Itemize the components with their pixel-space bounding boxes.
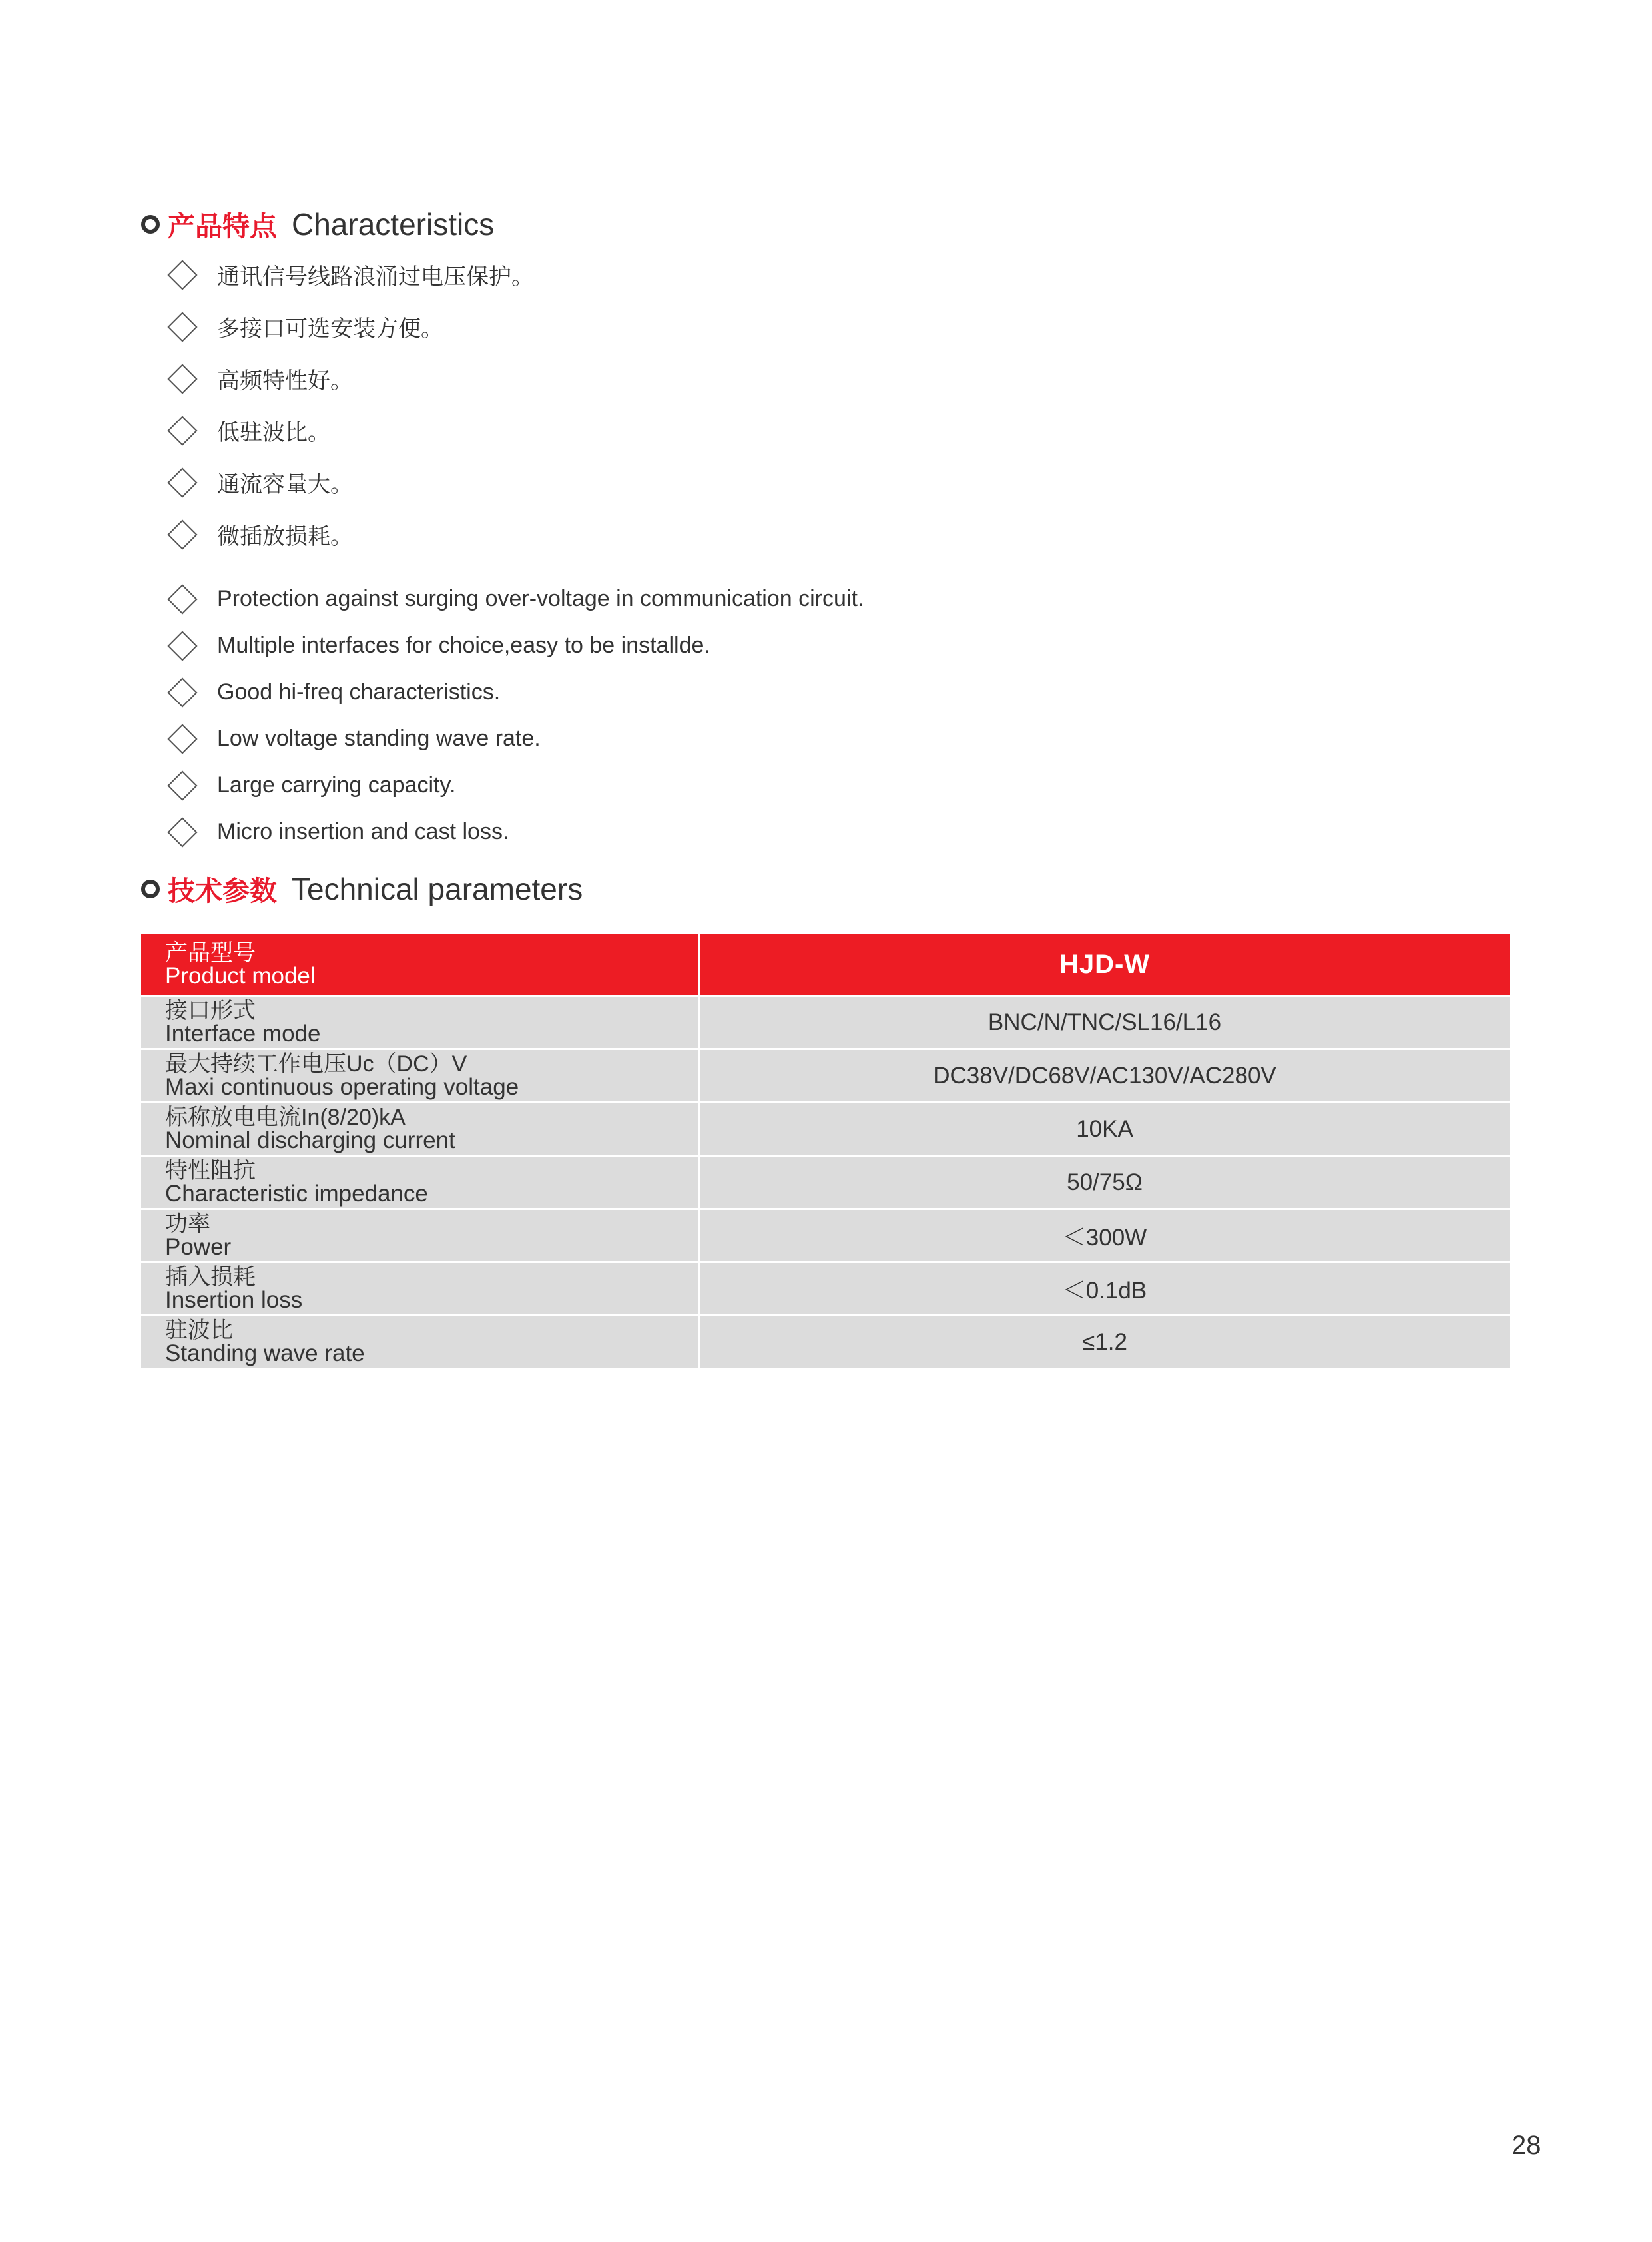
list-item: [166, 258, 534, 291]
list-item-text: Multiple interfaces for choice,easy to be installde.: [217, 633, 710, 658]
list-item: [166, 679, 500, 705]
row-label-cn: 驻波比: [165, 1318, 233, 1343]
table-row: [141, 1101, 1510, 1155]
characteristics-title-en: Characteristics: [292, 206, 495, 242]
table-row: [141, 1314, 1510, 1368]
header-value-cell: HJD-W: [698, 934, 1510, 995]
list-item-text: 高频特性好。: [217, 368, 353, 394]
table-row: [141, 995, 1510, 1048]
list-item-text: Micro insertion and cast loss.: [217, 819, 509, 844]
list-item: [166, 466, 353, 499]
list-item-text: Low voltage standing wave rate.: [217, 726, 541, 751]
row-label-cn: 最大持续工作电压Uc（DC）V: [165, 1051, 467, 1077]
technical-title-cn: 技术参数: [168, 876, 277, 906]
diamond-bullet-icon: [167, 677, 197, 707]
list-item: [166, 772, 455, 798]
diamond-bullet-icon: [167, 631, 197, 661]
diamond-bullet-icon: [167, 416, 197, 445]
header-label-en: Product model: [165, 962, 316, 989]
header-label-cn: 产品型号: [165, 940, 256, 966]
list-item: [166, 819, 509, 845]
row-label-en: Insertion loss: [165, 1287, 303, 1313]
list-item: [166, 633, 710, 659]
ring-bullet-icon: [141, 215, 160, 234]
ring-bullet-icon: [141, 880, 160, 898]
row-label-en: Power: [165, 1234, 232, 1260]
list-item: [166, 726, 541, 752]
table-row: [141, 1261, 1510, 1314]
row-label-cell: [141, 1316, 698, 1368]
diamond-bullet-icon: [167, 519, 197, 549]
row-label-cell: [141, 1263, 698, 1314]
list-item: [166, 414, 330, 447]
characteristics-heading: [141, 204, 494, 244]
diamond-bullet-icon: [167, 260, 197, 290]
row-label-cn: 特性阻抗: [165, 1158, 256, 1183]
row-value-cell: ＜0.1dB: [698, 1263, 1510, 1314]
characteristics-title-cn: 产品特点: [168, 211, 277, 242]
row-label-en: Maxi continuous operating voltage: [165, 1074, 519, 1100]
list-item-text: 多接口可选安装方便。: [217, 316, 443, 342]
diamond-bullet-icon: [167, 364, 197, 394]
list-item-text: Protection against surging over-voltage in communication circuit.: [217, 586, 864, 611]
diamond-bullet-icon: [167, 770, 197, 800]
diamond-bullet-icon: [167, 724, 197, 754]
table-row: [141, 1155, 1510, 1208]
table-row: [141, 1048, 1510, 1101]
list-item: [166, 310, 443, 343]
diamond-bullet-icon: [167, 817, 197, 847]
list-item-text: Large carrying capacity.: [217, 772, 456, 798]
row-label-cn: 插入损耗: [165, 1264, 256, 1290]
parameters-table: [141, 934, 1510, 1368]
row-value-cell: ≤1.2: [698, 1316, 1510, 1368]
diamond-bullet-icon: [167, 312, 197, 342]
diamond-bullet-icon: [167, 467, 197, 497]
list-item: [166, 362, 353, 395]
list-item: [166, 518, 353, 551]
row-label-cell: [141, 1050, 698, 1101]
list-item-text: 通流容量大。: [217, 472, 353, 497]
list-item-text: 微插放损耗。: [217, 524, 353, 549]
row-label-cn: 标称放电电流In(8/20)kA: [165, 1105, 406, 1130]
list-item: [166, 586, 864, 612]
diamond-bullet-icon: [167, 584, 197, 614]
row-label-cell: [141, 1103, 698, 1155]
list-item-text: Good hi-freq characteristics.: [217, 679, 501, 704]
row-label-en: Interface mode: [165, 1021, 321, 1047]
page-number: 28: [1512, 2131, 1541, 2160]
row-value-cell: DC38V/DC68V/AC130V/AC280V: [698, 1050, 1510, 1101]
row-label-cell: [141, 1157, 698, 1208]
technical-title-en: Technical parameters: [292, 871, 583, 906]
row-label-en: Nominal discharging current: [165, 1127, 455, 1153]
list-item-text: 低驻波比。: [217, 420, 330, 445]
row-value-cell: 50/75Ω: [698, 1157, 1510, 1208]
row-label-cn: 接口形式: [165, 998, 256, 1023]
row-value-cell: BNC/N/TNC/SL16/L16: [698, 997, 1510, 1048]
row-label-en: Characteristic impedance: [165, 1181, 428, 1207]
row-label-cell: [141, 1210, 698, 1261]
list-item-text: 通讯信号线路浪涌过电压保护。: [217, 264, 534, 290]
table-header-row: [141, 934, 1510, 995]
table-row: [141, 1208, 1510, 1261]
row-label-cell: [141, 997, 698, 1048]
row-value-cell: 10KA: [698, 1103, 1510, 1155]
header-label-cell: [141, 934, 698, 995]
row-value-cell: ＜300W: [698, 1210, 1510, 1261]
technical-heading: [141, 869, 583, 908]
row-label-cn: 功率: [165, 1211, 210, 1237]
row-label-en: Standing wave rate: [165, 1340, 365, 1366]
